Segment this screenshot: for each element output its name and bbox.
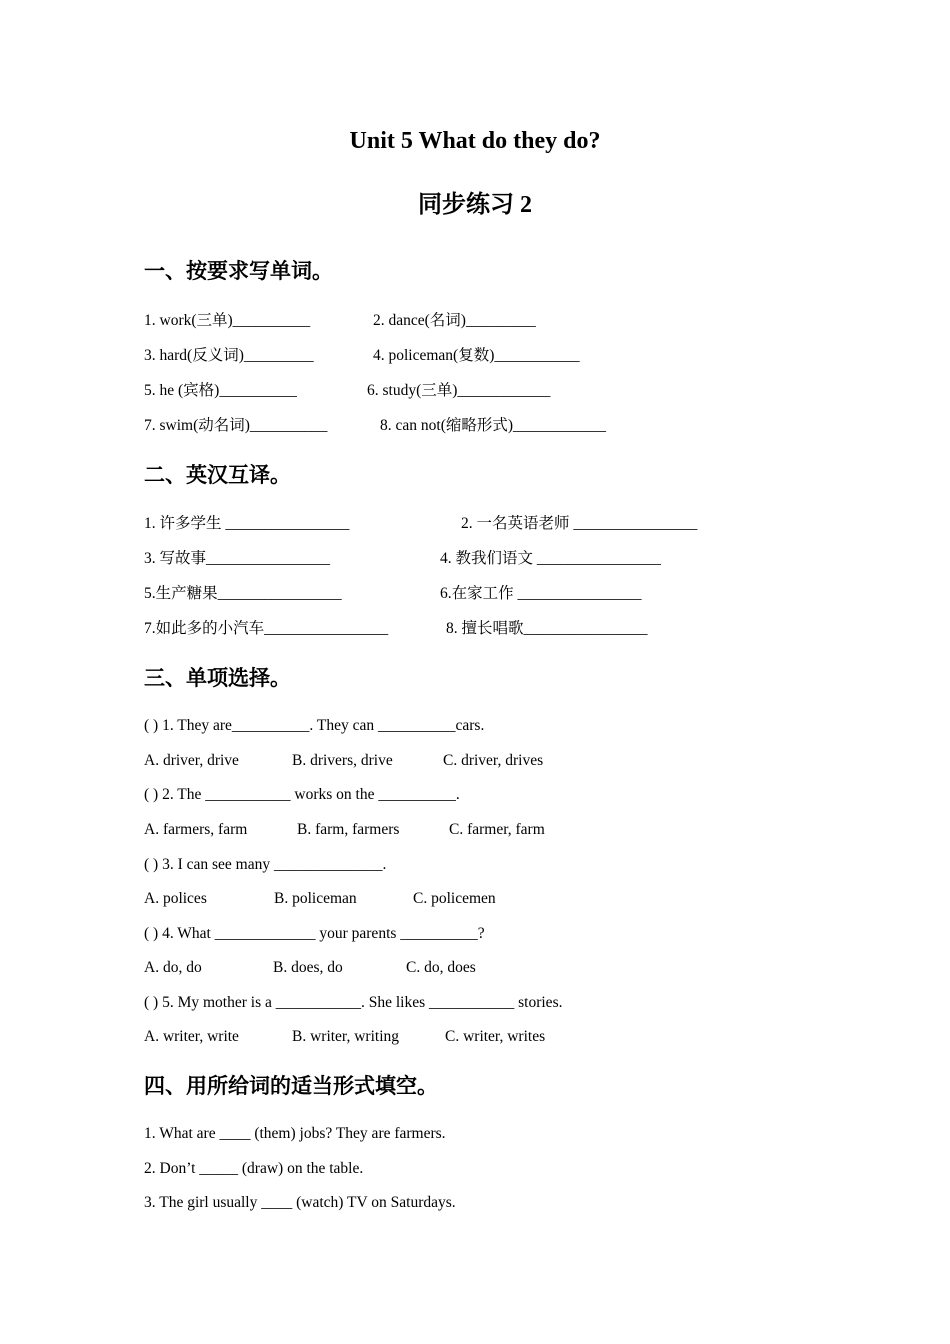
s3-question-4: ( ) 4. What _____________ your parents __________? bbox=[144, 925, 485, 942]
section-2-heading: 二、英汉互译。 bbox=[144, 463, 291, 487]
s3-question-1: ( ) 1. They are__________. They can __________cars. bbox=[144, 717, 485, 734]
s3-q2-option-b: B. farm, farmers bbox=[297, 821, 400, 838]
s4-item-3: 3. The girl usually ____ (watch) TV on Saturdays. bbox=[144, 1194, 456, 1211]
s3-q5-option-a: A. writer, write bbox=[144, 1028, 239, 1045]
s3-q3-option-a: A. polices bbox=[144, 890, 207, 907]
s1-item-4: 4. policeman(复数)___________ bbox=[373, 347, 580, 364]
s3-q3-option-c: C. policemen bbox=[413, 890, 496, 907]
s3-question-5: ( ) 5. My mother is a ___________. She likes ___________ stories. bbox=[144, 994, 563, 1011]
s3-q2-option-c: C. farmer, farm bbox=[449, 821, 545, 838]
s1-item-8: 8. can not(缩略形式)____________ bbox=[380, 417, 607, 434]
s2-item-1: 1. 许多学生 ________________ bbox=[144, 515, 350, 532]
page-subtitle: 同步练习 2 bbox=[418, 192, 532, 218]
s3-q1-option-c: C. driver, drives bbox=[443, 752, 544, 769]
s2-item-3: 3. 写故事________________ bbox=[144, 550, 331, 567]
s3-question-3: ( ) 3. I can see many ______________. bbox=[144, 856, 387, 873]
s2-item-8: 8. 擅长唱歌________________ bbox=[446, 620, 648, 637]
s2-item-6: 6.在家工作 ________________ bbox=[440, 585, 642, 602]
s2-item-7: 7.如此多的小汽车________________ bbox=[144, 620, 389, 637]
s3-q3-option-b: B. policeman bbox=[274, 890, 357, 907]
s3-q1-option-b: B. drivers, drive bbox=[292, 752, 393, 769]
section-4-heading: 四、用所给词的适当形式填空。 bbox=[144, 1074, 438, 1098]
page-title: Unit 5 What do they do? bbox=[349, 128, 601, 154]
s1-item-6: 6. study(三单)____________ bbox=[367, 382, 551, 399]
s1-item-3: 3. hard(反义词)_________ bbox=[144, 347, 314, 364]
s4-item-2: 2. Don’t _____ (draw) on the table. bbox=[144, 1160, 364, 1177]
s2-item-4: 4. 教我们语文 ________________ bbox=[440, 550, 661, 567]
s3-q1-option-a: A. driver, drive bbox=[144, 752, 239, 769]
s1-item-1: 1. work(三单)__________ bbox=[144, 312, 311, 329]
section-1-heading: 一、按要求写单词。 bbox=[144, 259, 333, 283]
s4-item-1: 1. What are ____ (them) jobs? They are farmers. bbox=[144, 1125, 446, 1142]
s1-item-5: 5. he (宾格)__________ bbox=[144, 382, 297, 399]
s3-q4-option-b: B. does, do bbox=[273, 959, 343, 976]
s3-q5-option-c: C. writer, writes bbox=[445, 1028, 546, 1045]
s3-question-2: ( ) 2. The ___________ works on the __________. bbox=[144, 786, 460, 803]
section-3-heading: 三、单项选择。 bbox=[144, 666, 291, 690]
s3-q4-option-a: A. do, do bbox=[144, 959, 202, 976]
s2-item-5: 5.生产糖果________________ bbox=[144, 585, 342, 602]
s1-item-2: 2. dance(名词)_________ bbox=[373, 312, 536, 329]
s3-q2-option-a: A. farmers, farm bbox=[144, 821, 248, 838]
s3-q5-option-b: B. writer, writing bbox=[292, 1028, 400, 1045]
s1-item-7: 7. swim(动名词)__________ bbox=[144, 417, 328, 434]
s3-q4-option-c: C. do, does bbox=[406, 959, 476, 976]
s2-item-2: 2. 一名英语老师 ________________ bbox=[461, 515, 698, 532]
